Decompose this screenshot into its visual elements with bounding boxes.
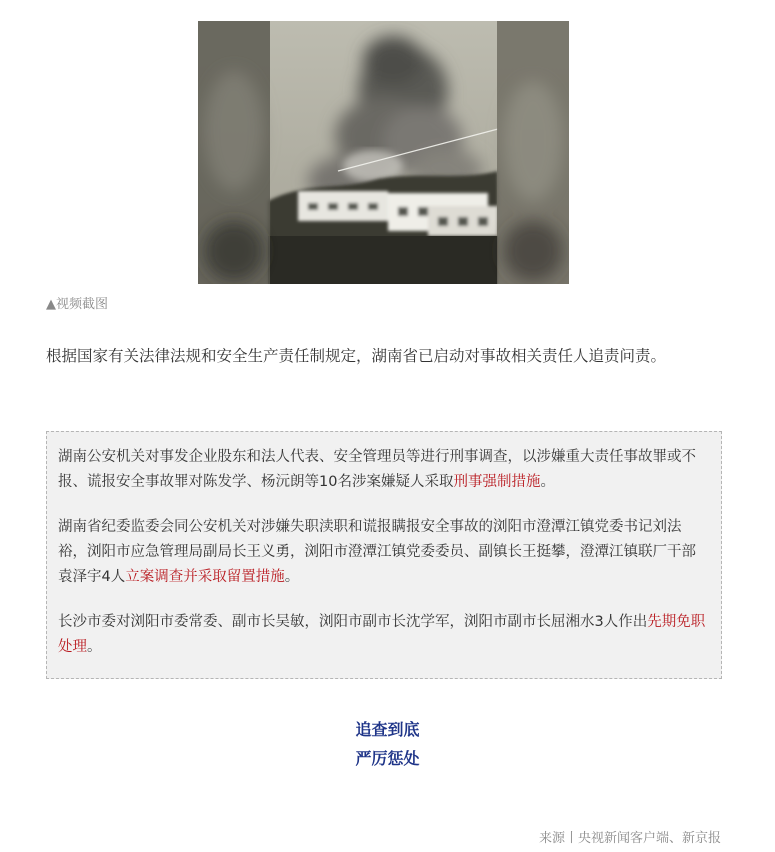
highlight-text: 立案调查并采取留置措施 [125,569,285,585]
video-screenshot-image [198,21,569,284]
intro-paragraph: 根据国家有关法律法规和安全生产责任制规定，湖南省已启动对事故相关责任人追责问责。 [46,347,667,365]
slogan-line-2: 严厉惩处 [355,749,420,768]
highlight-text: 先期免职处理 [58,614,706,655]
source-credit: 来源丨央视新闻客户端、新京报 [538,831,721,846]
explosion-smoke-scene-icon [198,21,569,284]
slogan-line-1: 追查到底 [355,720,420,739]
box-paragraph-dismissal [58,610,709,660]
accountability-box [46,431,722,679]
paragraph-end: 。 [284,569,300,585]
paragraph-text: 长沙市委对浏阳市委常委、副市长吴敏，浏阳市副市长沈学军，浏阳市副市长屈湘水3人作出 [58,614,648,630]
paragraph-text: 湖南省纪委监委会同公安机关对涉嫌失职渎职和谎报瞒报安全事故的浏阳市澄潭江镇党委书记刘法裕，浏阳市应急管理局副局长王义勇，浏阳市澄潭江镇党委委员、副镇长王挺攀，澄潭江镇联厂干部袁泽宇4人 [58,519,696,585]
paragraph-text: 湖南公安机关对事发企业股东和法人代表、安全管理员等进行刑事调查，以涉嫌重大责任事故罪或不报、谎报安全事故罪对陈发学、杨沅朗等10名涉案嫌疑人采取 [58,449,696,490]
box-paragraph-discipline [58,515,709,590]
box-paragraph-police [58,445,709,495]
paragraph-end: 。 [540,474,555,490]
image-caption: ▲视频截图 [46,297,108,312]
highlight-text: 刑事强制措施 [453,474,541,490]
paragraph-end: 。 [87,639,102,655]
